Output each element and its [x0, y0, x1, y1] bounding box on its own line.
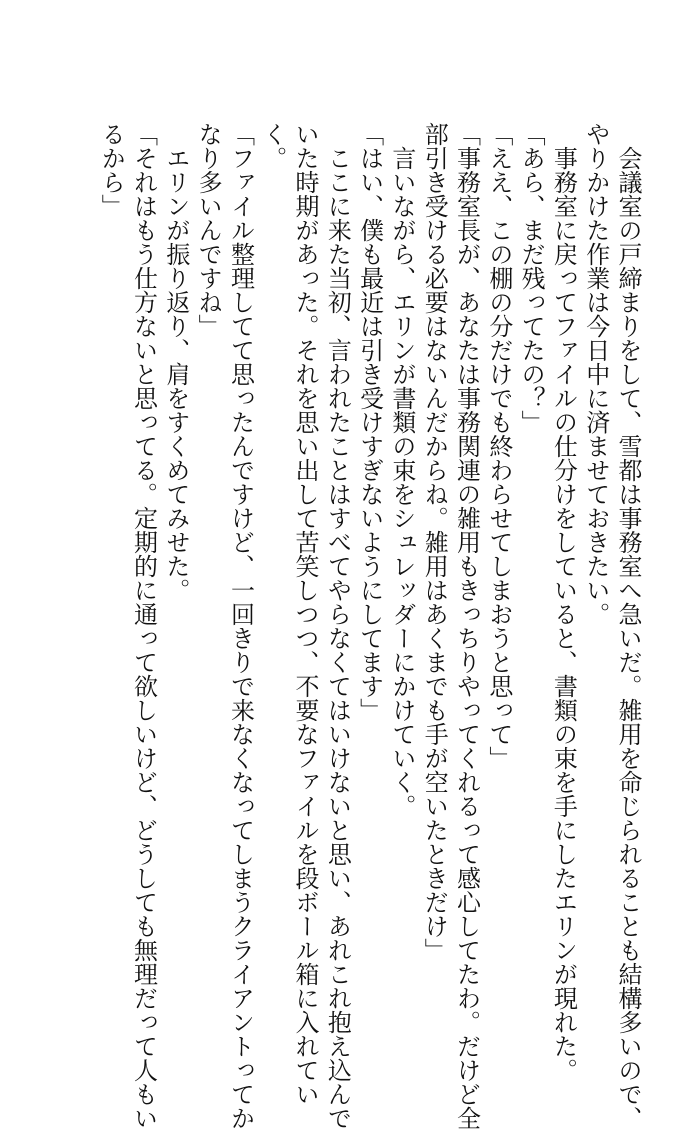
text-line: いた時期があった。それを思い出して苦笑しつつ、不要なファイルを段ボール箱に入れてい [291, 122, 320, 1106]
text-line: 「事務室長が、あなたは事務関連の雑用もきっちりやってくれるって感心してたわ。だけど全 [452, 122, 481, 1130]
text-line: 「はい、僕も最近は引き受けすぎないようにしてます」 [355, 122, 384, 722]
text-line: やりかけた作業は今日中に済ませておきたい。 [581, 122, 610, 626]
text-line: 「それはもう仕方ないと思ってる。定期的に通って欲しいけど、どうしても無理だって人もい [129, 122, 158, 1130]
text-line: 事務室に戻ってファイルの仕分けをしていると、書類の束を手にしたエリンが現れた。 [549, 122, 578, 1082]
text-line: く。 [258, 122, 287, 170]
text-line: エリンが振り返り、肩をすくめてみせた。 [161, 122, 190, 602]
text-line: ここに来た当初、言われたことはすべてやらなくてはいけないと思い、あれこれ抱え込んで [323, 122, 352, 1130]
text-line: 「ファイル整理してて思ったんですけど、一回きりで来なくなってしまうクライアントってか [226, 122, 255, 1130]
text-line: 「ええ、この棚の分だけでも終わらせてしまおうと思って」 [484, 122, 513, 770]
text-line: 部引き受ける必要はないんだからね。雑用はあくまでも手が空いたときだけ」 [420, 122, 449, 962]
text-line: るから」 [97, 122, 126, 218]
text-line: 会議室の戸締まりをして、雪都は事務室へ急いだ。雑用を命じられることも結構多いので、 [614, 122, 642, 1130]
text-line: なり多いんですね」 [194, 122, 223, 338]
vertical-text-body [95, 122, 644, 1130]
text-line: 言いながら、エリンが書類の束をシュレッダーにかけていく。 [387, 122, 416, 818]
text-line: 「あら、まだ残ってたの？」 [517, 122, 546, 434]
